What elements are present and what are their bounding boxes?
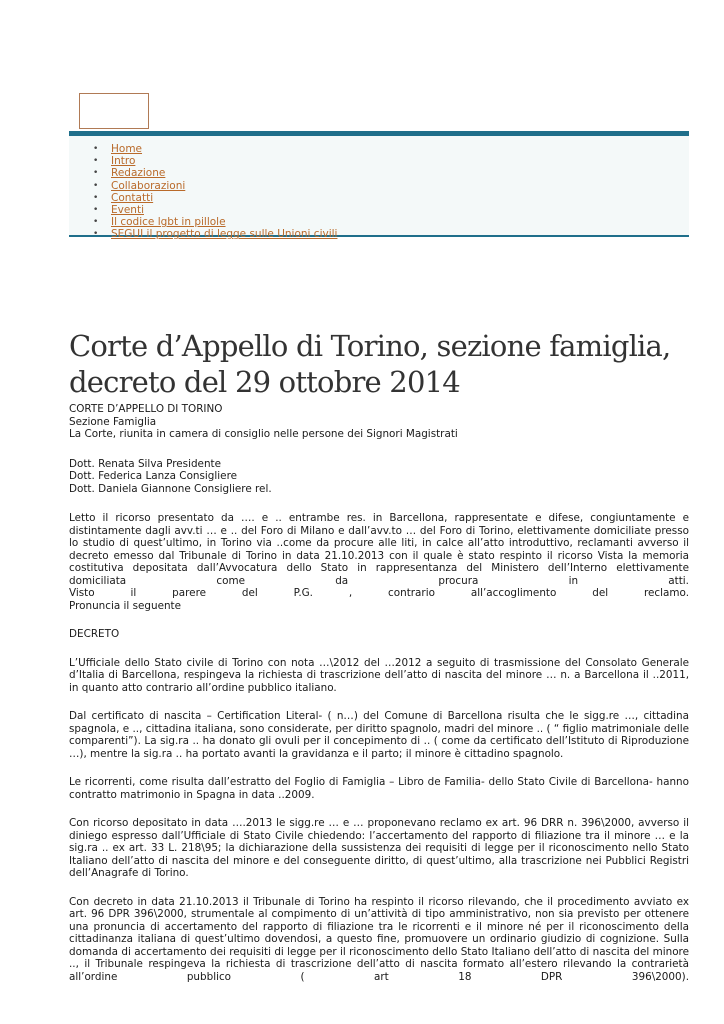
nav-link-redazione[interactable]: Redazione	[111, 167, 166, 180]
nav-link-eventi[interactable]: Eventi	[111, 204, 144, 217]
paragraph-ufficiale: L’Ufficiale dello Stato civile di Torino con nota …\2012 del …2012 a seguito di trasmissione del Consolato Generale d’Italia di Barcellona, respingeva la richiesta di trascrizione dell’atto di nascita del minore … n. a Barcellona il ..2011, in quanto atto contrario all’ordine pubblico italiano.	[69, 656, 689, 694]
nav-link-intro[interactable]: Intro	[111, 155, 136, 168]
nav-item-redazione	[93, 167, 337, 179]
nav-item-collaborazioni	[93, 180, 337, 192]
visto-line: Visto il parere del P.G. , contrario all’accoglimento del reclamo.	[69, 587, 689, 599]
nav-link-unioni-civili[interactable]: SEGUI il progetto di legge sulle Unioni civili	[111, 228, 338, 241]
article-title: Corte d’Appello di Torino, sezione famiglia, decreto del 29 ottobre 2014	[69, 329, 671, 399]
judge-consigliere: Dott. Federica Lanza Consigliere	[69, 470, 238, 482]
intro-paragraph: Letto il ricorso presentato da …. e .. entrambe res. in Barcellona, rappresentate e difese, congiuntamente e distintamente dagli avv.ti … e .. del Foro di Milano e dall’avv.to … del Foro di Torino, elettivamente domiciliate presso lo studio di quest’ultimo, in Torino via ..come da procure alle liti, in calce all’atto introduttivo, reclamanti avverso il decreto emesso dal Tribunale di Torino in data 21.10.2013 con il quale è stato respinto il ricorso Vista la memoria costitutiva depositata dall’Avvocatura dello Stato in rappresentanza del Ministero dell’Interno elettivamente domiciliata come da procura in atti.	[69, 512, 689, 587]
site-logo[interactable]	[79, 93, 149, 129]
court-name: CORTE D’APPELLO DI TORINO	[69, 403, 223, 415]
judge-president: Dott. Renata Silva Presidente	[69, 457, 222, 470]
decreto-heading: DECRETO	[69, 628, 120, 640]
court-intro: La Corte, riunita in camera di consiglio nelle persone dei Signori Magistrati	[69, 428, 458, 440]
paragraph-decreto-tribunale: Con decreto in data 21.10.2013 il Tribunale di Torino ha respinto il ricorso rilevando, che il procedimento avviato ex art. 96 DPR 396\2000, strumentale al compimento di un’attività di tipo amministrativo, non sia previsto per ottenere una pronuncia di accertamento del rapporto di filiazione tra le ricorrenti e il minore né per il riconoscimento della cittadinanza italiana di quest’ultimo dovendosi, a questo fine, promuovere un ordinario giudizio di cognizione. Sulla domanda di accertamento dei requisiti di legge per il riconoscimento dello Stato Italiano dell’atto di nascita del minore .., il Tribunale respingeva la richiesta di trascrizione dell’atto di nascita formato all’estero rilevando la contrarietà all’ordine pubblico ( art 18 DPR 396\2000).	[69, 895, 689, 983]
nav-link-collaborazioni[interactable]: Collaborazioni	[111, 179, 186, 192]
nav-item-contatti	[93, 192, 337, 204]
paragraph-ricorrenti: Le ricorrenti, come risulta dall’estratto del Foglio di Famiglia – Libro de Familia- dello Stato Civile di Barcellona- hanno contratto matrimonio in Spagna in data ..2009.	[69, 776, 689, 801]
nav-link-codice-lgbt[interactable]: Il codice lgbt in pillole	[111, 216, 226, 229]
main-navigation	[69, 131, 689, 241]
court-section: Sezione Famiglia	[69, 415, 157, 428]
nav-item-unioni-civili	[93, 228, 337, 240]
nav-item-codice-lgbt	[93, 216, 337, 228]
judge-relatore: Dott. Daniela Giannone Consigliere rel.	[69, 482, 272, 495]
nav-list	[93, 143, 337, 241]
article-body	[69, 403, 689, 983]
nav-item-eventi	[93, 204, 337, 216]
paragraph-certificato: Dal certificato di nascita – Certification Literal- ( n…) del Comune di Barcellona risulta che le sigg.re …, cittadina spagnola, e .., cittadina italiana, sono considerate, per diritto spagnolo, madri del minore .. ( “ figlio matrimoniale delle comparenti”). La sig.ra .. ha donato gli ovuli per il concepimento di .. ( come da certificato dell’Istituto di Riproduzione …), mentre la sig.ra .. ha portato avanti la gravidanza e il parto; il minore è cittadino spagnolo.	[69, 710, 689, 760]
nav-item-intro	[93, 155, 337, 167]
pronuncia-line: Pronuncia il seguente	[69, 599, 182, 612]
nav-item-home	[93, 143, 337, 155]
paragraph-ricorso: Con ricorso depositato in data ….2013 le sigg.re … e … proponevano reclamo ex art. 96 DRR n. 396\2000, avverso il diniego espresso dall’Ufficiale di Stato Civile chiedendo: l’accertamento del rapporto di filiazione tra il minore … e la sig.ra .. ex art. 33 L. 218\95; la dichiarazione della sussistenza dei requisiti di legge per il riconoscimento nello Stato Italiano dell’atto di nascita del minore e del conseguente diritto, di quest’ultimo, alla trascrizione nei Pubblici Registri dell’Anagrafe di Torino.	[69, 817, 689, 879]
nav-link-home[interactable]: Home	[111, 143, 143, 155]
nav-link-contatti[interactable]: Contatti	[111, 191, 154, 204]
